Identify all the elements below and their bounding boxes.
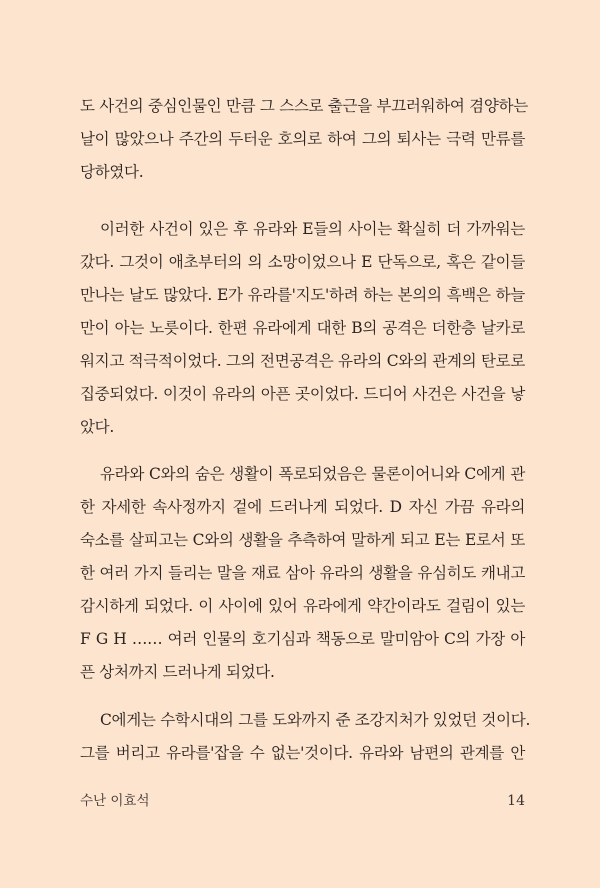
text-line: C에게는 수학시대의 그를 도와까지 준 조강지처가 있었던 것이다. [100,711,531,729]
text-line: 날이 많았으나 주간의 두터운 호의로 하여 그의 퇴사는 극력 만류를 [80,130,525,148]
text-line: 만이 아는 노릇이다. 한편 유라에게 대한 B의 공격은 더한층 날카로 [80,319,525,337]
text-line: 숙소를 살피고는 C와의 생활을 추측하여 말하게 되고 E는 E로서 또 [80,531,525,549]
text-line: 그를 버리고 유라를'잡을 수 없는'것이다. 유라와 남편의 관계를 안 [80,744,525,762]
text-line: F G H …… 여러 인물의 호기심과 책동으로 말미암아 C의 가장 아 [80,630,525,648]
text-line: 았다. [80,418,114,436]
text-line: 만나는 날도 많았다. E가 유라를'지도'하려 하는 본의의 흑백은 하늘 [80,286,525,304]
page-number: 14 [507,793,525,809]
text-line: 유라와 C와의 숨은 생활이 폭로되었음은 물론이어니와 C에게 관 [100,465,525,483]
text-line: 이러한 사건이 있은 후 유라와 E들의 사이는 확실히 더 가까워는 [100,220,525,238]
text-line: 픈 상처까지 드러나게 되었다. [80,663,275,681]
text-line: 워지고 적극적이었다. 그의 전면공격은 유라의 C와의 관계의 탄로로 [80,352,525,370]
text-line: 갔다. 그것이 애초부터의 의 소망이었으나 E 단독으로, 혹은 같이들 [80,253,525,271]
text-line: 한 여러 가지 들리는 말을 재료 삼아 유라의 생활을 유심히도 캐내고 [80,564,525,582]
text-line: 한 자세한 속사정까지 겉에 드러나게 되었다. D 자신 가끔 유라의 [80,498,525,516]
text-line: 당하였다. [80,163,144,181]
text-line: 감시하게 되었다. 이 사이에 있어 유라에게 약간이라도 걸림이 있는 [80,597,525,615]
text-line: 집중되었다. 이것이 유라의 아픈 곳이었다. 드디어 사건은 사건을 낳 [80,385,525,403]
footer-book-title: 수난 이효석 [80,793,150,809]
text-line: 도 사건의 중심인물인 만큼 그 스스로 출근을 부끄러워하여 겸양하는 [80,97,528,115]
